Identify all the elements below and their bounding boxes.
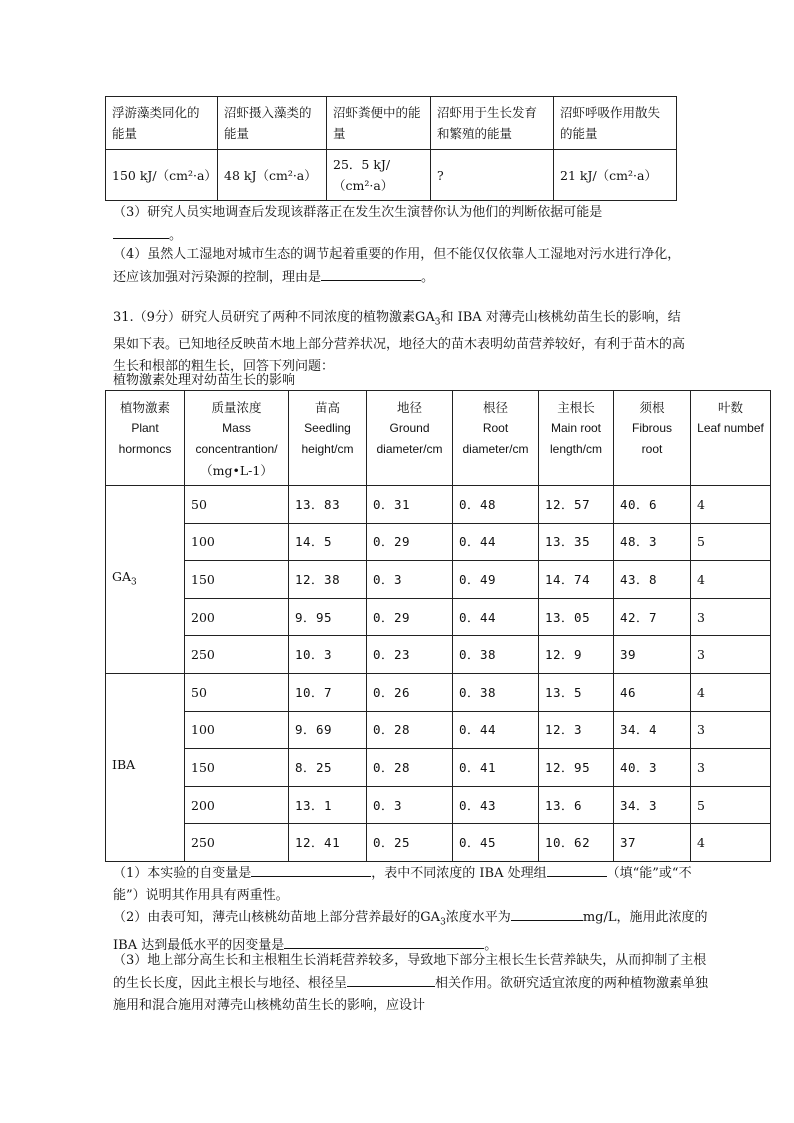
header-cell: 质量浓度 Mass concentrantion/ （mg•L-1） bbox=[185, 391, 289, 486]
table-row bbox=[106, 673, 771, 711]
table-row bbox=[106, 786, 771, 824]
value-cell: 0．29 bbox=[367, 523, 453, 561]
value-cell: 13．1 bbox=[289, 786, 367, 824]
value-cell: 0．45 bbox=[453, 824, 539, 862]
header-cell: 植物激素 Plant hormoncs bbox=[106, 391, 185, 486]
hormone-table-header-row bbox=[106, 391, 771, 486]
value-cell: 34．3 bbox=[614, 786, 691, 824]
header-cell: 主根长 Main root length/cm bbox=[539, 391, 614, 486]
value-cell: 14．5 bbox=[289, 523, 367, 561]
concentration-cell: 150 bbox=[185, 749, 289, 787]
table-row bbox=[106, 711, 771, 749]
table-row bbox=[106, 598, 771, 636]
energy-value-cell: 48 kJ（cm²·a） bbox=[218, 150, 327, 201]
question-31-intro: 31.（9分）研究人员研究了两种不同浓度的植物激素$GA_3$和 IBA 对薄壳山核桃幼苗生长的影响，结果如下表。已知地径反映苗木地上部分营养状况，地径大的苗木表明幼苗营养较好，有利于苗木的高生长和根部的粗生长，回答下列问题： bbox=[113, 310, 686, 374]
table-row bbox=[106, 486, 771, 524]
value-cell: 0．38 bbox=[453, 673, 539, 711]
energy-table-value-row bbox=[106, 150, 677, 201]
energy-header-cell: 沼虾摄入藻类的能量 bbox=[218, 97, 327, 150]
value-cell: 13．6 bbox=[539, 786, 614, 824]
answer-blank[interactable] bbox=[251, 862, 371, 877]
header-cell: 苗高 Seedling height/cm bbox=[289, 391, 367, 486]
energy-value-cell: 150 kJ/（cm²·a） bbox=[106, 150, 218, 201]
value-cell: 13．05 bbox=[539, 598, 614, 636]
header-cell: 根径 Root diameter/cm bbox=[453, 391, 539, 486]
value-cell: 0．38 bbox=[453, 636, 539, 674]
value-cell: 0．48 bbox=[453, 486, 539, 524]
concentration-cell: 250 bbox=[185, 824, 289, 862]
value-cell: 4 bbox=[691, 486, 771, 524]
value-cell: 40．6 bbox=[614, 486, 691, 524]
concentration-cell: 100 bbox=[185, 711, 289, 749]
concentration-cell: 50 bbox=[185, 673, 289, 711]
value-cell: 8．25 bbox=[289, 749, 367, 787]
energy-value-cell: 25．5 kJ/（cm²·a） bbox=[327, 150, 431, 201]
sub-question-2: （2）由表可知，薄壳山核桃幼苗地上部分营养最好的$GA_3$浓度水平为 mg/L，施用此浓度的 IBA 达到最低水平的因变量是 。 bbox=[113, 906, 713, 957]
energy-header-cell: 沼虾呼吸作用散失的能量 bbox=[554, 97, 677, 150]
table-row bbox=[106, 824, 771, 862]
value-cell: 43．8 bbox=[614, 561, 691, 599]
table-row bbox=[106, 749, 771, 787]
value-cell: 13．35 bbox=[539, 523, 614, 561]
value-cell: 12．9 bbox=[539, 636, 614, 674]
value-cell: 10．7 bbox=[289, 673, 367, 711]
value-cell: 46 bbox=[614, 673, 691, 711]
answer-blank[interactable] bbox=[347, 972, 435, 987]
value-cell: 4 bbox=[691, 673, 771, 711]
header-cell: 须根 Fibrous root bbox=[614, 391, 691, 486]
question-3: （3）研究人员实地调查后发现该群落正在发生次生演替你认为他们的判断依据可能是 。 bbox=[113, 205, 603, 243]
answer-blank[interactable] bbox=[284, 934, 484, 949]
value-cell: 0．28 bbox=[367, 749, 453, 787]
question-4: （4）虽然人工湿地对城市生态的调节起着重要的作用，但不能仅仅依靠人工湿地对污水进行净化，还应该加强对污染源的控制，理由是 。 bbox=[113, 247, 681, 285]
value-cell: 0．49 bbox=[453, 561, 539, 599]
header-cell: 叶数 Leaf numbef bbox=[691, 391, 771, 486]
concentration-cell: 200 bbox=[185, 598, 289, 636]
concentration-cell: 50 bbox=[185, 486, 289, 524]
value-cell: 5 bbox=[691, 523, 771, 561]
value-cell: 42．7 bbox=[614, 598, 691, 636]
value-cell: 9．95 bbox=[289, 598, 367, 636]
table-caption: 植物激素处理对幼苗生长的影响 bbox=[113, 373, 296, 388]
value-cell: 0．26 bbox=[367, 673, 453, 711]
hormone-group-label: IBA bbox=[106, 673, 185, 861]
value-cell: 0．44 bbox=[453, 523, 539, 561]
hormone-group-label: $GA_3$ bbox=[106, 486, 185, 674]
value-cell: 12．3 bbox=[539, 711, 614, 749]
value-cell: 9．69 bbox=[289, 711, 367, 749]
table-row bbox=[106, 561, 771, 599]
value-cell: 5 bbox=[691, 786, 771, 824]
energy-table bbox=[105, 96, 677, 201]
value-cell: 0．3 bbox=[367, 786, 453, 824]
value-cell: 0．25 bbox=[367, 824, 453, 862]
value-cell: 12．95 bbox=[539, 749, 614, 787]
value-cell: 12．41 bbox=[289, 824, 367, 862]
value-cell: 0．43 bbox=[453, 786, 539, 824]
value-cell: 14．74 bbox=[539, 561, 614, 599]
value-cell: 3 bbox=[691, 636, 771, 674]
value-cell: 0．29 bbox=[367, 598, 453, 636]
value-cell: 48．3 bbox=[614, 523, 691, 561]
answer-blank[interactable] bbox=[321, 266, 421, 281]
value-cell: 13．83 bbox=[289, 486, 367, 524]
value-cell: 4 bbox=[691, 561, 771, 599]
value-cell: 0．44 bbox=[453, 711, 539, 749]
sub-question-3: （3）地上部分高生长和主根粗生长消耗营养较多，导致地下部分主根长生长营养缺失，从而抑制了主根的生长长度，因此主根长与地径、根径呈 相关作用。欲研究适宜浓度的两种植物激素单独施用和混合施用对薄壳山核桃幼苗生长的影响，应设计 bbox=[113, 953, 709, 1013]
sub-question-1: （1）本实验的自变量是 ，表中不同浓度的 IBA 处理组 （填“能”或“不能”）说明其作用具有两重性。 bbox=[113, 862, 713, 907]
value-cell: 3 bbox=[691, 749, 771, 787]
value-cell: 0．31 bbox=[367, 486, 453, 524]
table-row bbox=[106, 636, 771, 674]
table-row bbox=[106, 523, 771, 561]
value-cell: 3 bbox=[691, 711, 771, 749]
value-cell: 12．38 bbox=[289, 561, 367, 599]
answer-blank[interactable] bbox=[547, 862, 607, 877]
header-cell: 地径 Ground diameter/cm bbox=[367, 391, 453, 486]
answer-blank[interactable] bbox=[113, 224, 169, 239]
value-cell: 0．44 bbox=[453, 598, 539, 636]
energy-header-cell: 浮游藻类同化的能量 bbox=[106, 97, 218, 150]
value-cell: 39 bbox=[614, 636, 691, 674]
energy-header-cell: 沼虾用于生长发育和繁殖的能量 bbox=[431, 97, 554, 150]
concentration-cell: 150 bbox=[185, 561, 289, 599]
value-cell: 4 bbox=[691, 824, 771, 862]
energy-value-cell: ? bbox=[431, 150, 554, 201]
value-cell: 0．3 bbox=[367, 561, 453, 599]
value-cell: 10．3 bbox=[289, 636, 367, 674]
concentration-cell: 100 bbox=[185, 523, 289, 561]
concentration-cell: 250 bbox=[185, 636, 289, 674]
value-cell: 0．28 bbox=[367, 711, 453, 749]
value-cell: 12．57 bbox=[539, 486, 614, 524]
value-cell: 0．41 bbox=[453, 749, 539, 787]
value-cell: 13．5 bbox=[539, 673, 614, 711]
energy-value-cell: 21 kJ/（cm²·a） bbox=[554, 150, 677, 201]
value-cell: 0．23 bbox=[367, 636, 453, 674]
value-cell: 3 bbox=[691, 598, 771, 636]
hormone-table bbox=[105, 390, 771, 862]
value-cell: 10．62 bbox=[539, 824, 614, 862]
hormone-table-body bbox=[106, 486, 771, 862]
value-cell: 40．3 bbox=[614, 749, 691, 787]
answer-blank[interactable] bbox=[511, 906, 583, 921]
energy-table-header-row bbox=[106, 97, 677, 150]
value-cell: 37 bbox=[614, 824, 691, 862]
concentration-cell: 200 bbox=[185, 786, 289, 824]
value-cell: 34．4 bbox=[614, 711, 691, 749]
energy-header-cell: 沼虾粪便中的能量 bbox=[327, 97, 431, 150]
